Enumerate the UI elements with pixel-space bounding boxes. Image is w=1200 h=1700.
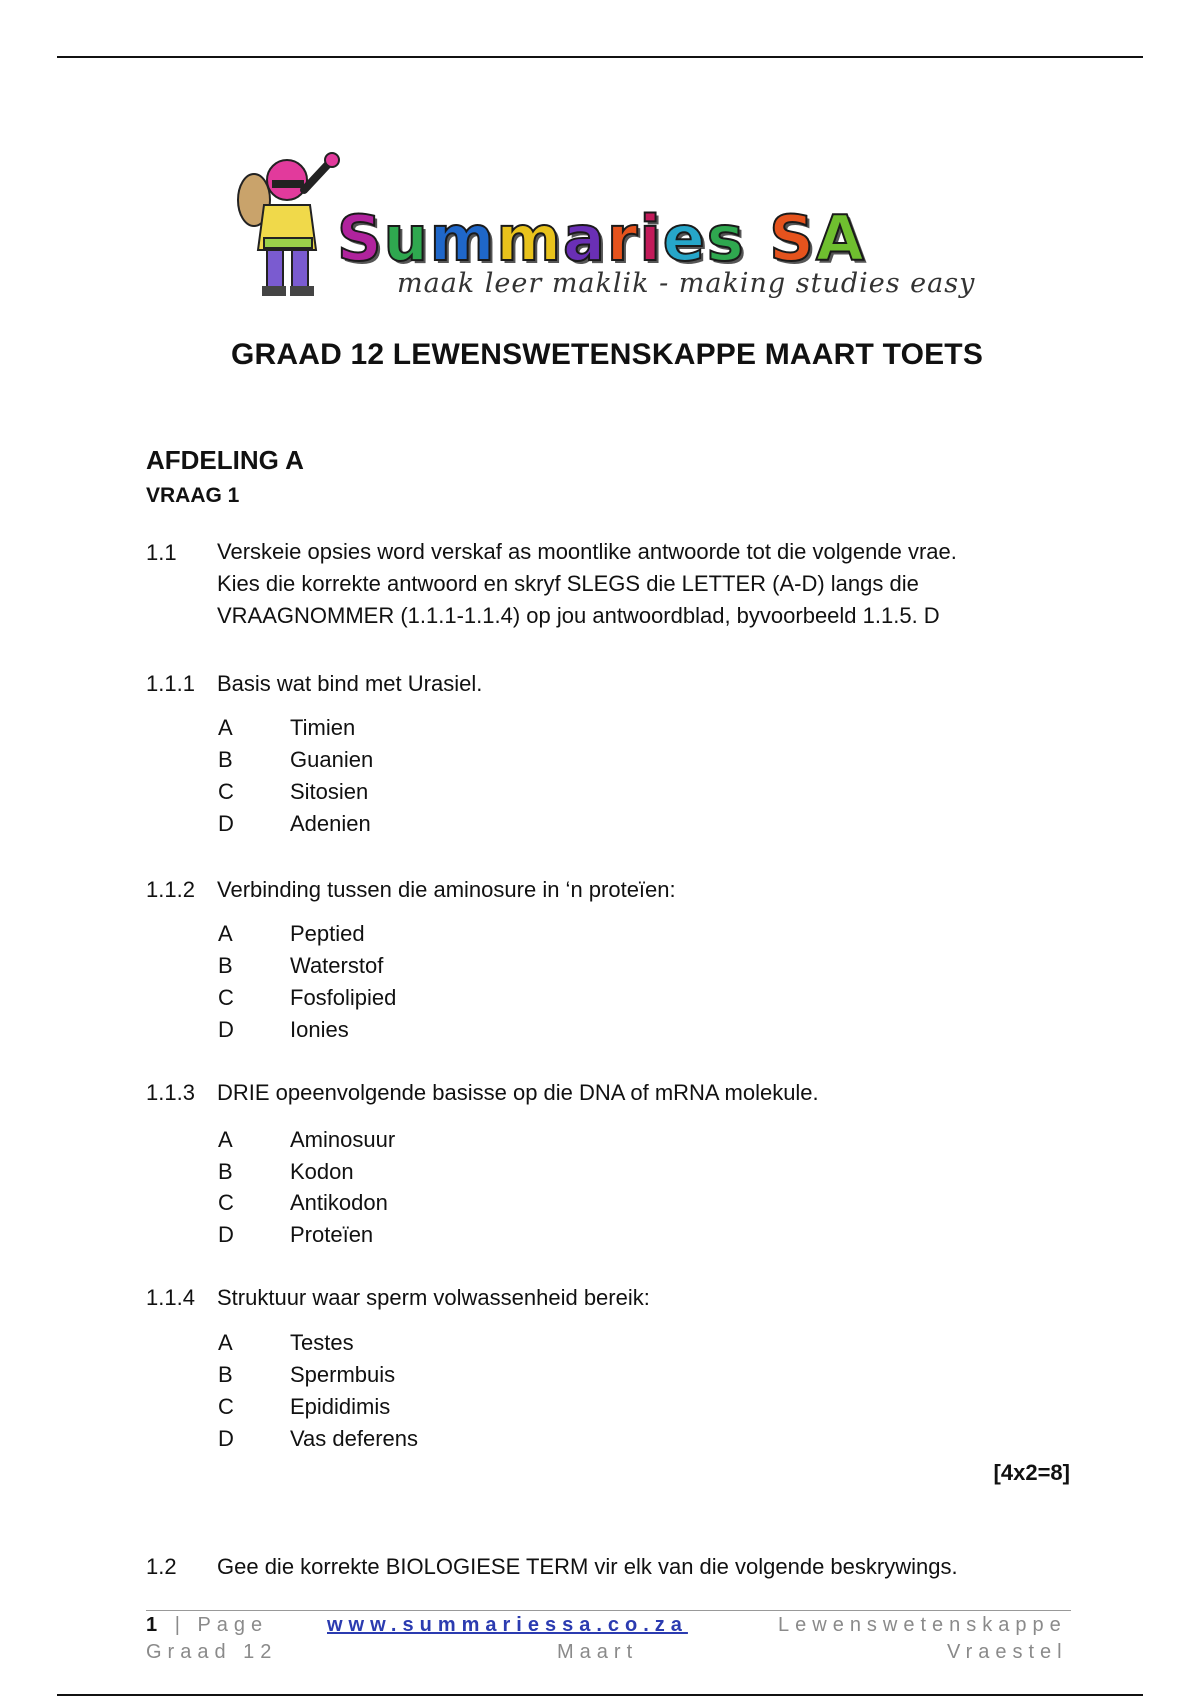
question-stem: Struktuur waar sperm volwassenheid bereik:	[217, 1285, 650, 1310]
question-stem: Basis wat bind met Urasiel.	[217, 671, 483, 696]
brand-letter: e	[662, 202, 707, 275]
question-stem: DRIE opeenvolgende basisse op die DNA of mRNA molekule.	[217, 1080, 819, 1105]
option-text: Spermbuis	[290, 1362, 396, 1387]
footer-rule	[146, 1610, 1071, 1611]
question-number: 1.2	[146, 1554, 177, 1579]
question-number: 1.1	[146, 540, 177, 565]
summaries-sa-logo	[232, 150, 992, 310]
option-text: Proteïen	[290, 1222, 374, 1247]
question-number: 1.1.2	[146, 877, 195, 902]
brand-letter: m	[429, 202, 497, 275]
brand-letter: s	[706, 202, 746, 275]
question-number: 1.1.4	[146, 1285, 195, 1310]
option-text: Waterstof	[290, 953, 384, 978]
option-letter: B	[218, 747, 233, 772]
instruction-line: Verskeie opsies word verskaf as moontlike antwoorde tot die volgende vrae.	[217, 539, 957, 564]
option-letter: B	[218, 1159, 233, 1184]
option-letter: C	[218, 1394, 234, 1419]
brand-wordmark	[337, 202, 866, 275]
option-text: Kodon	[290, 1159, 354, 1184]
top-rule	[57, 56, 1143, 58]
website-link[interactable]: www.summariessa.co.za	[327, 1614, 688, 1636]
footer-month: Maart	[557, 1641, 639, 1663]
marks-total: [4x2=8]	[993, 1460, 1070, 1485]
brand-letter: A	[815, 202, 866, 275]
page-label: | Page	[174, 1614, 269, 1636]
option-text: Antikodon	[290, 1190, 388, 1215]
footer-website[interactable]	[327, 1614, 688, 1637]
option-text: Adenien	[290, 811, 371, 836]
option-letter: B	[218, 1362, 233, 1387]
option-letter: A	[218, 1127, 233, 1152]
question-stem: Verbinding tussen die aminosure in ‘n proteïen:	[217, 877, 676, 902]
option-text: Guanien	[290, 747, 374, 772]
option-text: Epididimis	[290, 1394, 391, 1419]
option-letter: C	[218, 1190, 234, 1215]
option-text: Sitosien	[290, 779, 369, 804]
option-letter: D	[218, 1017, 234, 1042]
option-text: Aminosuur	[290, 1127, 396, 1152]
brand-letter: i	[639, 202, 663, 275]
option-text: Peptied	[290, 921, 365, 946]
option-letter: A	[218, 715, 233, 740]
option-letter: C	[218, 779, 234, 804]
bottom-rule	[57, 1694, 1143, 1696]
page-number: 1	[146, 1614, 164, 1636]
option-text: Timien	[290, 715, 356, 740]
brand-letter	[746, 202, 770, 275]
option-text: Vas deferens	[290, 1426, 419, 1451]
question-heading: VRAAG 1	[146, 484, 240, 507]
option-letter: A	[218, 921, 233, 946]
option-letter: A	[218, 1330, 233, 1355]
brand-letter: r	[606, 202, 640, 275]
instruction-line: Kies die korrekte antwoord en skryf SLEGS die LETTER (A-D) langs die	[217, 571, 919, 596]
brand-letter: S	[337, 202, 384, 275]
footer-subject: Lewenswetenskappe	[778, 1614, 1067, 1636]
option-letter: D	[218, 1222, 234, 1247]
option-letter: D	[218, 811, 234, 836]
question-number: 1.1.3	[146, 1080, 195, 1105]
brand-letter: a	[563, 202, 607, 275]
section-heading: AFDELING A	[146, 445, 304, 475]
brand-letter: S	[769, 202, 816, 275]
brand-letter: u	[383, 202, 430, 275]
instruction-line: VRAAGNOMMER (1.1.1-1.1.4) op jou antwoordblad, byvoorbeeld 1.1.5. D	[217, 603, 940, 628]
footer-doctype: Vraestel	[947, 1641, 1068, 1663]
option-letter: D	[218, 1426, 234, 1451]
footer-grade: Graad 12	[146, 1641, 278, 1663]
page-title: GRAAD 12 LEWENSWETENSKAPPE MAART TOETS	[230, 338, 984, 371]
question-stem: Gee die korrekte BIOLOGIESE TERM vir elk van die volgende beskrywings.	[217, 1554, 958, 1579]
logo-tagline: maak leer maklik - making studies easy	[397, 268, 976, 299]
option-text: Ionies	[290, 1017, 349, 1042]
option-text: Fosfolipied	[290, 985, 397, 1010]
option-text: Testes	[290, 1330, 354, 1355]
option-letter: B	[218, 953, 233, 978]
option-letter: C	[218, 985, 234, 1010]
footer-page	[146, 1614, 268, 1637]
brand-letter: m	[496, 202, 564, 275]
mascot-icon	[232, 150, 342, 305]
question-number: 1.1.1	[146, 671, 195, 696]
